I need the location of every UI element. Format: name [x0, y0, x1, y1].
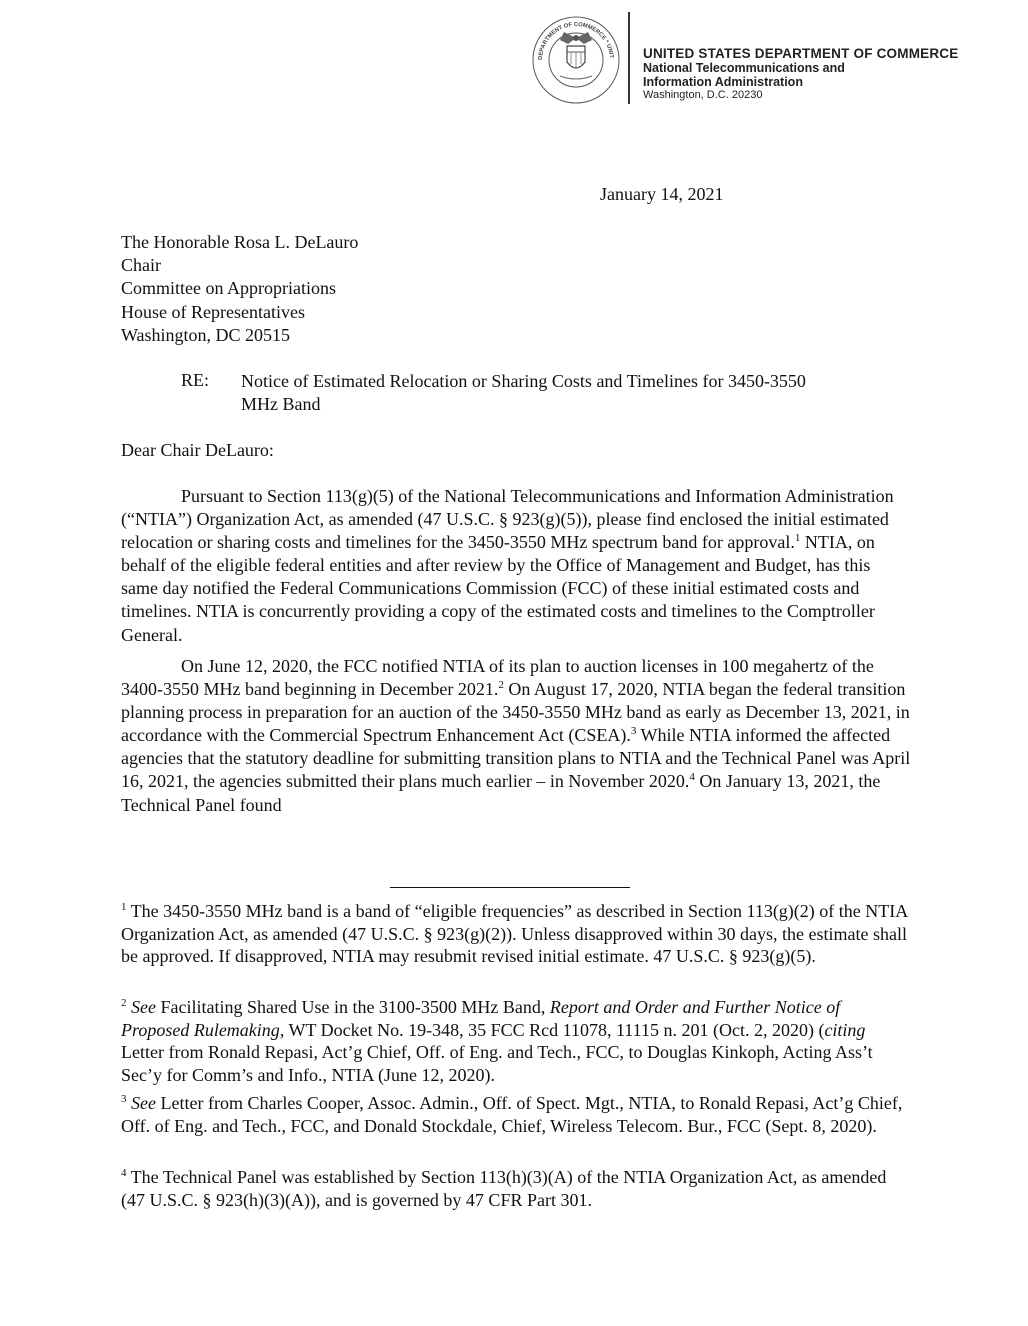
- agency-name-line2: Information Administration: [643, 75, 803, 89]
- footnote-number: 1: [121, 901, 127, 913]
- letterhead-divider: [628, 12, 630, 104]
- agency-department: UNITED STATES DEPARTMENT OF COMMERCE: [643, 46, 959, 61]
- re-label: RE:: [181, 370, 210, 390]
- footnote-ref-3[interactable]: 3: [630, 725, 637, 738]
- footnote-signal-citing: citing: [824, 1019, 866, 1040]
- agency-letterhead: [643, 46, 958, 102]
- agency-name-line1: National Telecommunications and: [643, 61, 845, 75]
- recipient-committee: Committee on Appropriations: [121, 278, 336, 299]
- re-subject-line2: MHz Band: [241, 394, 321, 414]
- agency-address: Washington, D.C. 20230: [643, 89, 763, 101]
- footnote-ref-4[interactable]: 4: [689, 771, 695, 784]
- footnote-italic-title: Report and Order and Further Notice of Proposed Rulemaking: [121, 997, 841, 1040]
- paragraph2-part-d: On January 13, 2021, the Technical Panel found: [121, 771, 881, 815]
- footnote-number: 4: [121, 1167, 127, 1179]
- footnote-text: The 3450-3550 MHz band is a band of “eligible frequencies” as described in Section 113(g)(2) of the NTIA Organization Act, as amended (47 U.S.C. § 923(g)(2)). Unless disapproved within 30 days, the estimate shall be approved. If disapproved, NTIA may resubmit revised initial estimate. 47 U.S.C. § 923(g)(5).: [121, 901, 908, 966]
- footnote-text-part-3: Letter from Ronald Repasi, Act’g Chief, Off. of Eng. and Tech., FCC, to Douglas Kinkoph, Acting Ass’t Sec’y for Comm’s and Info., NTIA (June 12, 2020).: [121, 1042, 873, 1085]
- footnote-signal-see: See: [131, 1093, 156, 1113]
- department-seal: [530, 14, 622, 106]
- letter-date: January 14, 2021: [600, 184, 724, 204]
- footnote-4: [121, 1166, 911, 1211]
- recipient-city: Washington, DC 20515: [121, 324, 291, 345]
- footnote-1: [121, 900, 911, 968]
- footnote-number: 2: [121, 997, 127, 1009]
- re-subject-line1: Notice of Estimated Relocation or Sharing Costs and Timelines for 3450-3550: [241, 371, 806, 391]
- footnote-3: [121, 1092, 911, 1137]
- footnote-ref-2[interactable]: 2: [498, 679, 504, 692]
- footnote-separator: [390, 887, 630, 888]
- footnote-2: [121, 996, 911, 1086]
- recipient-name: The Honorable Rosa L. DeLauro: [121, 232, 359, 252]
- paragraph1-part-a: Pursuant to Section 113(g)(5) of the National Telecommunications and Information Administration (“NTIA”) Organization Act, as amended (47 U.S.C. § 923(g)(5)), please find enclosed the initial estimated relocation or sharing costs and timelines for the 3450-3550 MHz spectrum band for approval.: [121, 486, 894, 553]
- seal-ring-text: DEPARTMENT OF COMMERCE * UNIT: [537, 21, 614, 61]
- paragraph1-part-b: NTIA, on behalf of the eligible federal entities and after review by the Office of Management and Budget, has this same day notified the Federal Communications Commission (FCC) of these initial estimated costs and timelines. NTIA is concurrently providing a copy of the estimated costs and timelines to the Comptroller General.: [121, 532, 875, 645]
- footnote-text-part-2: , WT Docket No. 19-348, 35 FCC Rcd 11078, 11115 n. 201 (Oct. 2, 2020) (: [279, 1019, 825, 1040]
- salutation: Dear Chair DeLauro:: [121, 440, 274, 460]
- footnote-signal-see: See: [131, 997, 156, 1017]
- footnote-number: 3: [121, 1093, 127, 1105]
- paragraph2-part-c: While NTIA informed the affected agencies that the statutory deadline for submitting transition plans to NTIA and the Technical Panel was April 16, 2021, the agencies submitted their plans much earlier – in November 2020.: [121, 725, 911, 792]
- paragraph2-part-a: On June 12, 2020, the FCC notified NTIA of its plan to auction licenses in 100 megahertz of the 3400-3550 MHz band beginning in December 2021.: [121, 656, 874, 700]
- recipient-address: [121, 231, 358, 347]
- footnote-ref-1[interactable]: 1: [794, 532, 801, 545]
- body-paragraph-1: [121, 485, 911, 647]
- recipient-house: House of Representatives: [121, 301, 305, 322]
- body-paragraph-2: [121, 655, 911, 817]
- footnote-text-part-1: Facilitating Shared Use in the 3100-3500 MHz Band,: [155, 997, 550, 1017]
- footnote-text: The Technical Panel was established by Section 113(h)(3)(A) of the NTIA Organization Act, as amended (47 U.S.C. § 923(h)(3)(A)), and is governed by 47 CFR Part 301.: [121, 1167, 887, 1210]
- re-subject: [241, 370, 891, 416]
- footnote-text: Letter from Charles Cooper, Assoc. Admin., Off. of Spect. Mgt., NTIA, to Ronald Repasi, Act’g Chief, Off. of Eng. and Tech., FCC, and Donald Stockdale, Chief, Wireless Telecom. Bur., FCC (Sept. 8, 2020).: [121, 1093, 903, 1136]
- recipient-title: Chair: [121, 255, 161, 276]
- paragraph2-part-b: On August 17, 2020, NTIA began the federal transition planning process in preparation for an auction of the 3450-3550 MHz band as early as December 13, 2021, in accordance with the Commercial Spectrum Enhancement Act (CSEA).: [121, 679, 910, 746]
